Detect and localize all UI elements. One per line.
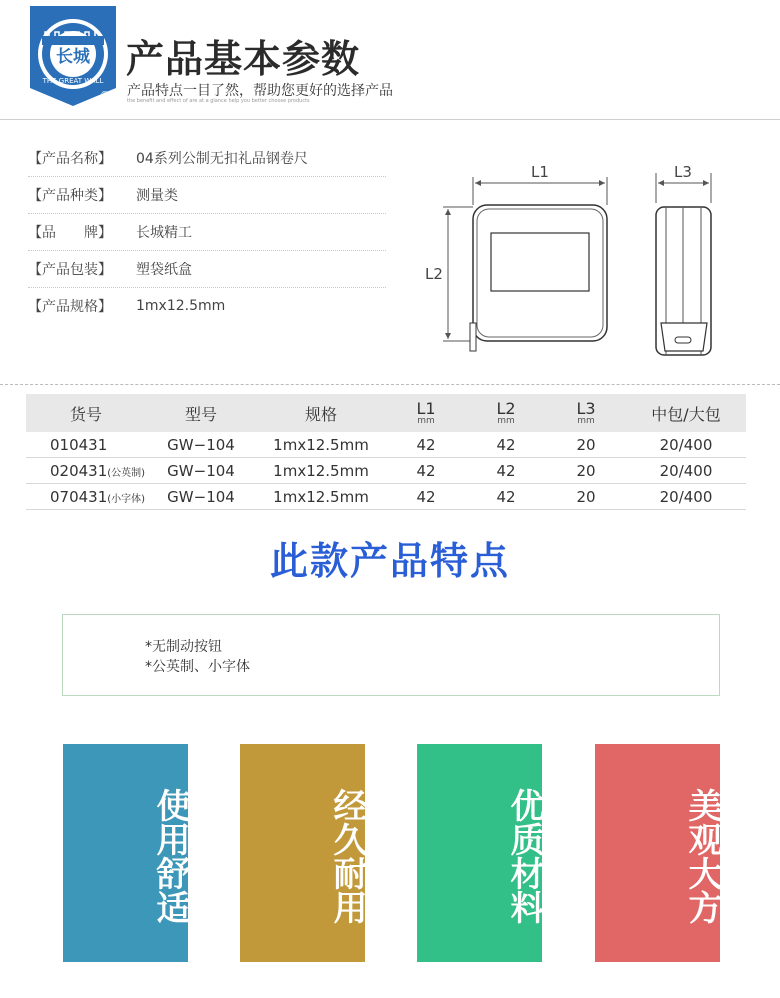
param-row-brand bbox=[28, 214, 386, 251]
cell-spec: 1mx12.5mm bbox=[256, 484, 386, 510]
cell-l2: 42 bbox=[466, 458, 546, 484]
table-row bbox=[26, 458, 746, 484]
param-label: 【产品种类】 bbox=[28, 188, 112, 204]
cell-l1: 42 bbox=[386, 484, 466, 510]
cell-spec: 1mx12.5mm bbox=[256, 458, 386, 484]
cell-model: GW−104 bbox=[146, 484, 256, 510]
page-header bbox=[0, 0, 780, 118]
feature-item: *公英制、小字体 bbox=[145, 659, 250, 675]
param-label: 【产品包装】 bbox=[28, 262, 112, 278]
card-text: 使用舒适 bbox=[150, 788, 190, 924]
card-comfort bbox=[63, 744, 188, 962]
col-header-l3 bbox=[546, 394, 626, 432]
param-value: 测量类 bbox=[136, 188, 178, 204]
code-value: 020431 bbox=[50, 461, 108, 480]
registered-mark: ® bbox=[100, 90, 110, 101]
section-divider bbox=[0, 384, 780, 385]
param-row-package bbox=[28, 251, 386, 288]
cell-model: GW−104 bbox=[146, 458, 256, 484]
card-text: 经久耐用 bbox=[327, 788, 367, 924]
col-header-l2 bbox=[466, 394, 546, 432]
card-quality bbox=[417, 744, 542, 962]
dimension-l2-label: L2 bbox=[425, 265, 443, 283]
col-header-code: 货号 bbox=[26, 394, 146, 432]
cell-l2: 42 bbox=[466, 484, 546, 510]
dimension-diagram bbox=[415, 155, 745, 365]
dimension-l1-label: L1 bbox=[531, 163, 549, 181]
unit-label: mm bbox=[577, 415, 595, 426]
col-header-spec: 规格 bbox=[256, 394, 386, 432]
card-beautiful bbox=[595, 744, 720, 962]
cell-code bbox=[26, 458, 146, 484]
cell-l1: 42 bbox=[386, 458, 466, 484]
features-box bbox=[62, 614, 720, 696]
table-row bbox=[26, 484, 746, 510]
cell-pack: 20/400 bbox=[626, 432, 746, 458]
param-label: 【产品规格】 bbox=[28, 299, 112, 315]
cell-l2: 42 bbox=[466, 432, 546, 458]
unit-label: mm bbox=[417, 415, 435, 426]
col-header-l3-label: L3 bbox=[576, 398, 596, 418]
col-header-pack: 中包/大包 bbox=[626, 394, 746, 432]
cell-l3: 20 bbox=[546, 484, 626, 510]
unit-label: mm bbox=[497, 415, 515, 426]
header-divider bbox=[0, 119, 780, 120]
cell-l1: 42 bbox=[386, 432, 466, 458]
logo-brand-text: 长城 bbox=[56, 47, 90, 67]
param-value: 长城精工 bbox=[136, 225, 192, 241]
card-text: 优质材料 bbox=[504, 788, 544, 924]
feature-item: *无制动按钮 bbox=[145, 639, 222, 655]
cell-code bbox=[26, 484, 146, 510]
code-note: (小字体) bbox=[107, 493, 146, 505]
cell-l3: 20 bbox=[546, 458, 626, 484]
cell-model: GW−104 bbox=[146, 432, 256, 458]
param-value: 1mx12.5mm bbox=[136, 298, 226, 314]
page-subtitle: 产品特点一目了然，帮助您更好的选择产品 bbox=[127, 83, 393, 99]
dimension-l3-label: L3 bbox=[674, 163, 692, 181]
great-wall-logo bbox=[30, 6, 116, 106]
spec-table bbox=[26, 394, 746, 510]
param-list bbox=[28, 140, 386, 324]
page-title: 产品基本参数 bbox=[126, 37, 361, 81]
param-row-name bbox=[28, 140, 386, 177]
table-row bbox=[26, 432, 746, 458]
param-label: 【品 牌】 bbox=[28, 225, 112, 241]
col-header-l1 bbox=[386, 394, 466, 432]
features-title: 此款产品特点 bbox=[269, 539, 510, 583]
param-value: 塑袋纸盒 bbox=[136, 262, 192, 278]
page-subtitle-en: the benefit and effect of are at a glance help you better choose products bbox=[127, 98, 310, 104]
code-value: 010431 bbox=[50, 435, 108, 454]
param-label: 【产品名称】 bbox=[28, 151, 112, 167]
param-row-category bbox=[28, 177, 386, 214]
card-durable bbox=[240, 744, 365, 962]
col-header-l2-label: L2 bbox=[496, 398, 516, 418]
cell-pack: 20/400 bbox=[626, 458, 746, 484]
code-note: (公英制) bbox=[107, 467, 146, 479]
code-value: 070431 bbox=[50, 487, 108, 506]
cell-spec: 1mx12.5mm bbox=[256, 432, 386, 458]
cell-l3: 20 bbox=[546, 432, 626, 458]
param-value: 04系列公制无扣礼品钢卷尺 bbox=[136, 151, 308, 167]
col-header-l1-label: L1 bbox=[416, 398, 436, 418]
cell-code bbox=[26, 432, 146, 458]
param-row-spec bbox=[28, 288, 386, 324]
cell-pack: 20/400 bbox=[626, 484, 746, 510]
table-header-row bbox=[26, 394, 746, 432]
logo-ring-text: THE GREAT WALL bbox=[42, 77, 104, 85]
col-header-model: 型号 bbox=[146, 394, 256, 432]
card-text: 美观大方 bbox=[682, 788, 722, 924]
